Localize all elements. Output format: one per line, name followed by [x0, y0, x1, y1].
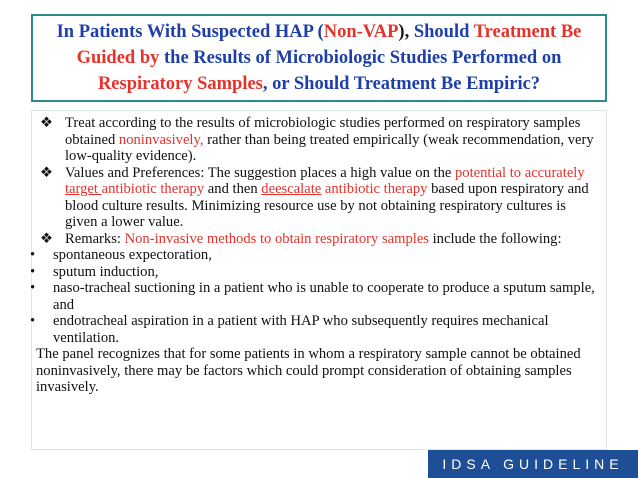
diamond-bullet-icon: ❖ [40, 164, 54, 181]
item-text: Values and Preferences: The suggestion places a high value on the [65, 164, 455, 181]
title-part-nonvap: Non-VAP [323, 22, 399, 42]
title-part: ), [398, 22, 414, 42]
footer-label: IDSA GUIDELINE [442, 456, 624, 472]
bullet-icon: • [30, 247, 36, 263]
title-part-highlight: Treatment Be Guided by [76, 22, 582, 68]
diamond-bullet-icon: ❖ [40, 230, 54, 247]
values-preferences-item [40, 165, 600, 231]
item-text: Treat according to the results of microbiologic studies performed on respiratory samples obtained [65, 115, 581, 148]
list-item [28, 313, 600, 346]
footer-banner [428, 450, 638, 478]
title-part: Should [413, 22, 474, 42]
title-part: , or Should Treatment Be Empiric? [262, 74, 541, 94]
slide-title [45, 19, 593, 97]
title-part: the Results of Microbiologic Studies Performed on [159, 48, 562, 68]
list-item [28, 264, 600, 281]
list-item-text: sputum induction, [53, 263, 159, 280]
remarks-item [40, 231, 600, 248]
item-text-highlight: potential to accurately [455, 164, 585, 181]
item-text: and then [204, 181, 262, 197]
item-text: based upon respiratory and blood culture results. Minimizing resource use by not obtaining respiratory cultures is given a lower value. [65, 181, 589, 230]
content-text [30, 115, 600, 396]
item-text-highlight: noninvasively, [118, 131, 204, 148]
item-text-underlined: deescalate [261, 181, 322, 197]
title-box [31, 14, 607, 102]
closing-paragraph: The panel recognizes that for some patients in whom a respiratory sample cannot be obtained noninvasively, there may be factors which could prompt consideration of obtaining samples invasively. [36, 346, 581, 395]
item-text-highlight: antibiotic therapy [101, 181, 205, 197]
diamond-bullet-icon: ❖ [40, 115, 54, 131]
list-item-text: endotracheal aspiration in a patient with HAP who subsequently requires mechanical ventilation. [53, 313, 549, 346]
recommendation-item [40, 115, 600, 165]
bullet-icon: • [30, 313, 36, 329]
list-item [28, 280, 600, 313]
item-text-highlight: antibiotic therapy [321, 181, 428, 197]
list-item-text: naso-tracheal suctioning in a patient who is unable to cooperate to produce a sputum sample, and [53, 280, 595, 313]
bullet-icon: • [30, 263, 36, 280]
title-part-highlight: Respiratory Samples [97, 74, 263, 94]
bullet-icon: • [30, 280, 36, 296]
item-text: include the following: [428, 230, 562, 247]
item-text: rather than being treated empirically (weak recommendation, very low-quality evidence). [65, 131, 594, 164]
item-text-highlight: Non-invasive methods to obtain respiratory samples [124, 230, 429, 247]
item-text: Remarks: [65, 230, 125, 247]
list-item-text: spontaneous expectoration, [53, 247, 212, 263]
list-item [28, 247, 600, 264]
item-text-underlined: target [65, 181, 102, 197]
title-part: In Patients With Suspected HAP ( [56, 22, 324, 42]
